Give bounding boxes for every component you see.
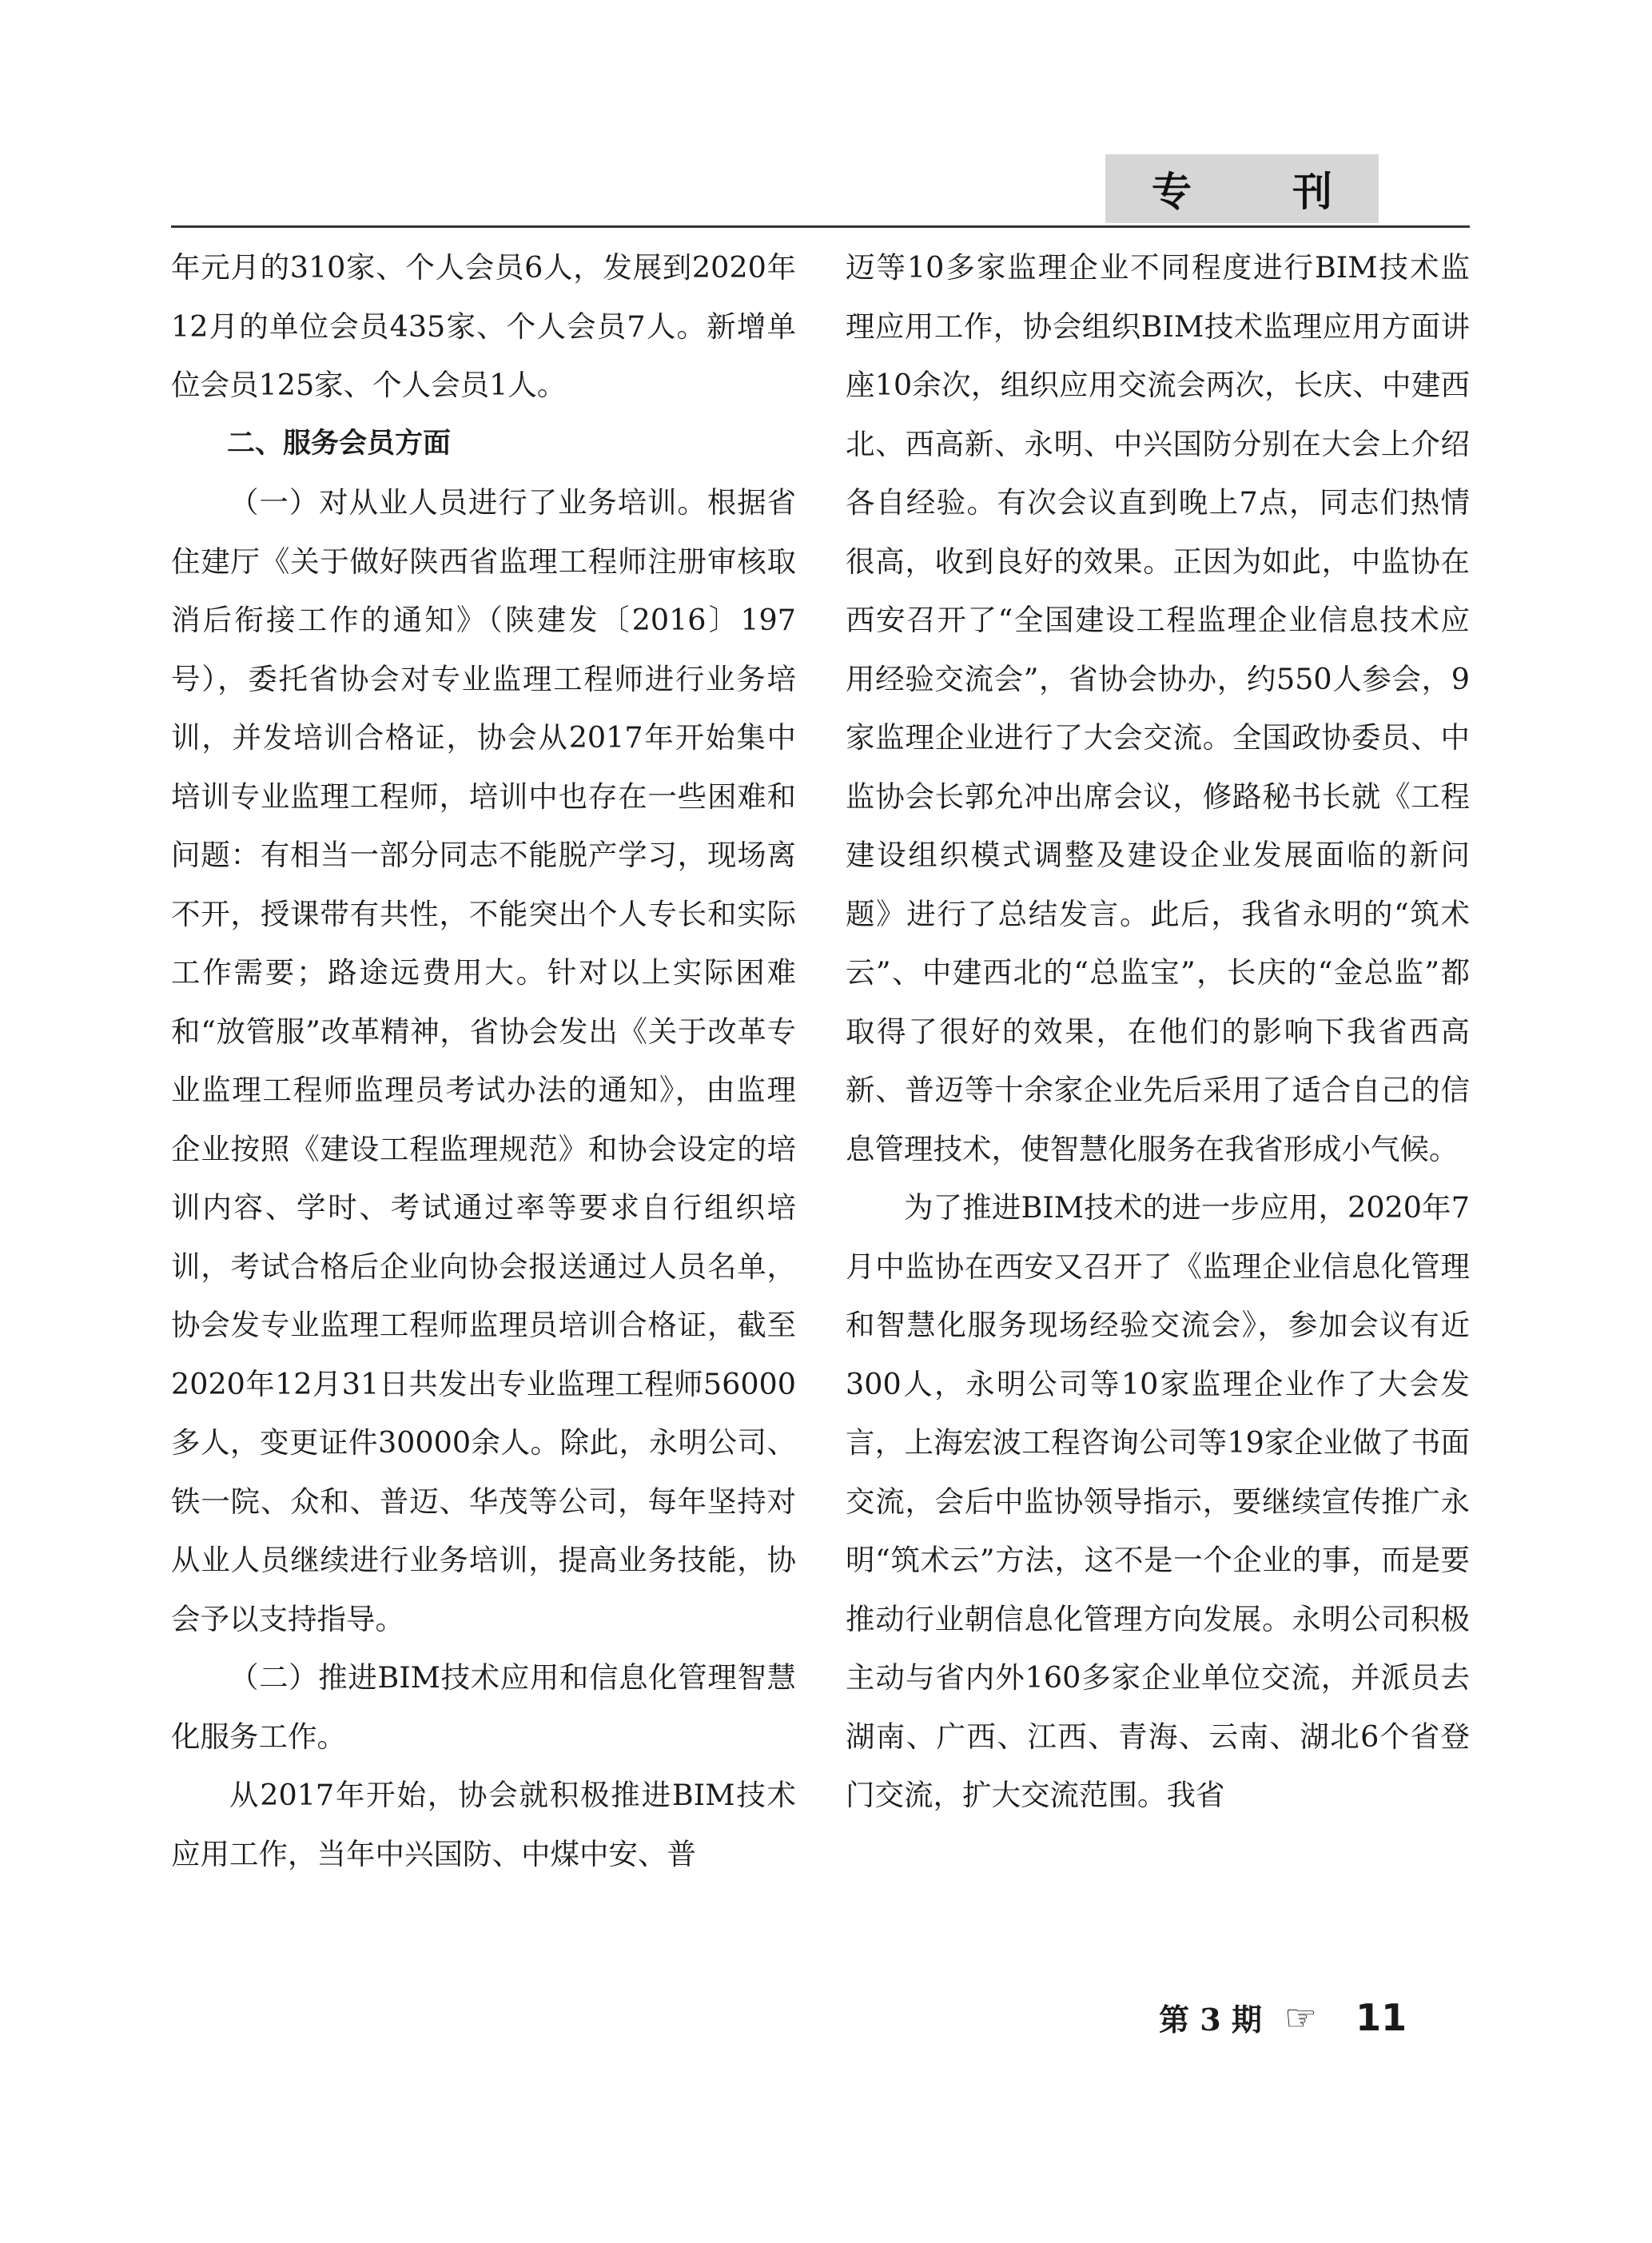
section-char-2: 刊 [1292,169,1332,215]
paragraph: 年元月的310家、个人会员6人，发展到2020年12月的单位会员435家、个人会员7人。新增单位会员125家、个人会员1人。 [171,250,796,402]
paragraph: （一）对从业人员进行了业务培训。根据省住建厅《关于做好陕西省监理工程师注册审核取消后衔接工作的通知》（陕建发〔2016〕197号），委托省协会对专业监理工程师进行业务培训，并发培训合格证，协会从2017年开始集中培训专业监理工程师，培训中也存在一些困难和问题：有相当一部分同志不能脱产学习，现场离不开，授课带有共性，不能突出个人专长和实际工作需要；路途远费用大。针对以上实际困难和“放管服”改革精神，省协会发出《关于改革专业监理工程师监理员考试办法的通知》，由监理企业按照《建设工程监理规范》和协会设定的培训内容、学时、考试通过率等要求自行组织培训，考试合格后企业向协会报送通过人员名单，协会发专业监理工程师监理员培训合格证，截至2020年12月31日共发出专业监理工程师56000多人，变更证件30000余人。除此，永明公司、铁一院、众和、普迈、华茂等公司，每年坚持对从业人员继续进行业务培训，提高业务技能，协会予以支持指导。 [171,485,796,1636]
page-footer [1159,1995,1407,2039]
section-char-1: 专 [1152,169,1192,215]
header-rule [171,225,1470,228]
issue-label: 第 3 期 [1159,2002,1262,2038]
page-number: 11 [1355,1995,1407,2039]
paragraph: 从2017年开始，协会就积极推进BIM技术应用工作，当年中兴国防、中煤中安、普 [171,1778,796,1871]
left-column [171,238,796,1883]
section-heading: 二、服务会员方面 [227,427,452,460]
right-column [846,238,1470,1825]
paragraph: 迈等10多家监理企业不同程度进行BIM技术监理应用工作，协会组织BIM技术监理应用方面讲座10余次，组织应用交流会两次，长庆、中建西北、西高新、永明、中兴国防分别在大会上介绍各自经验。有次会议直到晚上7点，同志们热情很高，收到良好的效果。正因为如此，中监协在西安召开了“全国建设工程监理企业信息技术应用经验交流会”，省协会协办，约550人参会，9家监理企业进行了大会交流。全国政协委员、中监协会长郭允冲出席会议，修路秘书长就《工程建设组织模式调整及建设企业发展面临的新问题》进行了总结发言。此后，我省永明的“筑术云”、中建西北的“总监宝”，长庆的“金总监”都取得了很好的效果，在他们的影响下我省西高新、普迈等十余家企业先后采用了适合自己的信息管理技术，使智慧化服务在我省形成小气候。 [846,250,1470,1166]
section-tab [1105,154,1379,223]
paragraph: （二）推进BIM技术应用和信息化管理智慧化服务工作。 [171,1660,796,1754]
paragraph: 为了推进BIM技术的进一步应用，2020年7月中监协在西安又召开了《监理企业信息化管理和智慧化服务现场经验交流会》，参加会议有近300人，永明公司等10家监理企业作了大会发言，上海宏波工程咨询公司等19家企业做了书面交流，会后中监协领导指示，要继续宣传推广永明“筑术云”方法，这不是一个企业的事，而是要推动行业朝信息化管理方向发展。永明公司积极主动与省内外160多家企业单位交流，并派员去湖南、广西、江西、青海、云南、湖北6个省登门交流，扩大交流范围。我省 [846,1190,1470,1812]
pointing-hand-icon: ☞ [1284,1995,1318,2039]
